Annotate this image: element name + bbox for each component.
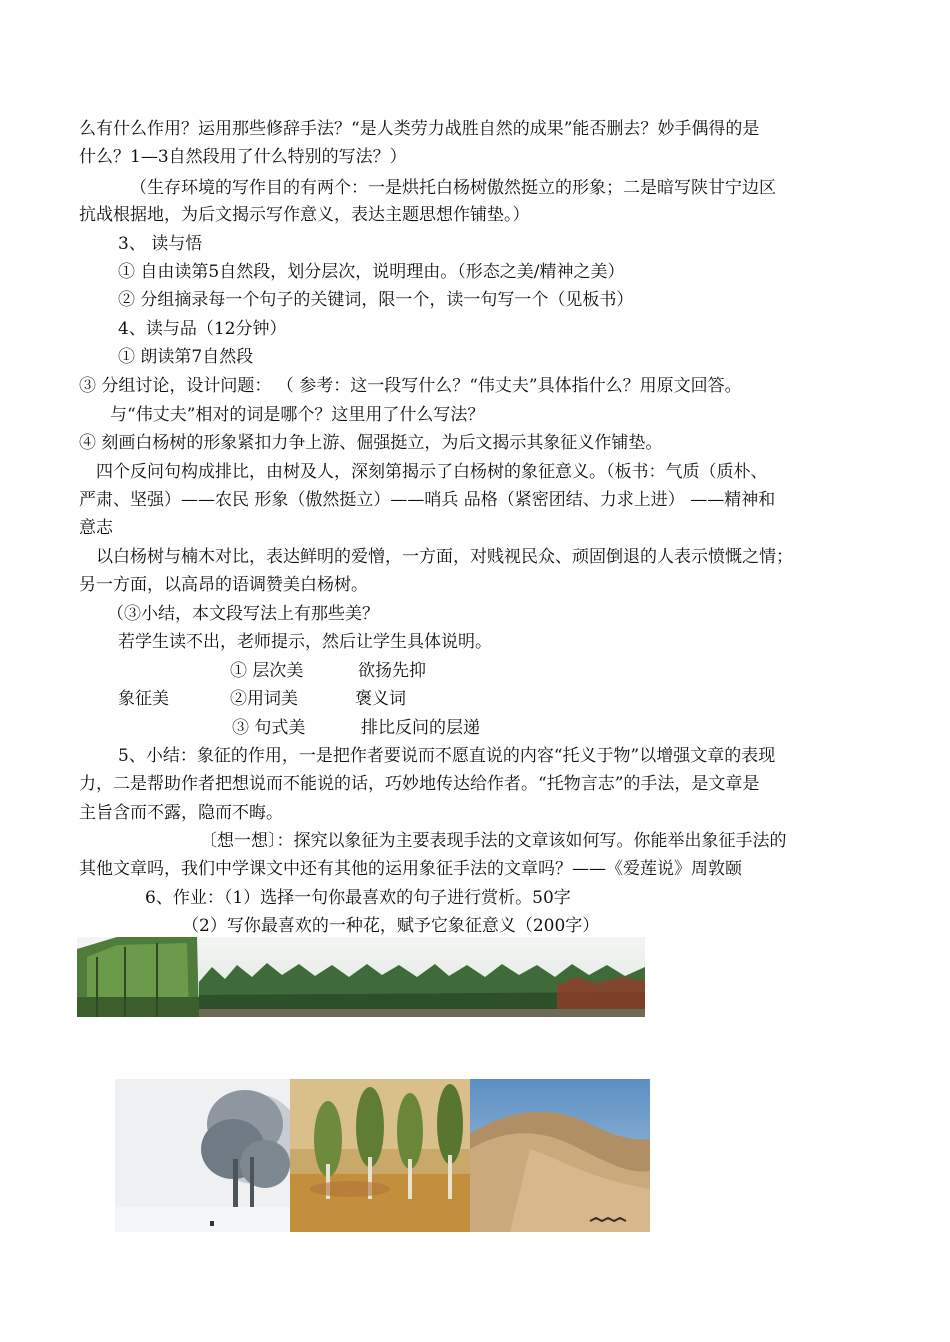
text-line: 5、小结：象征的作用，一是把作者要说而不愿直说的内容“托义于物”以增强文章的表现 [118,746,776,766]
text-line: 力，二是帮助作者把想说而不能说的话，巧妙地传达给作者。“托物言志”的手法，是文章是 [79,774,760,794]
text-line: 么有什么作用？运用那些修辞手法？“是人类劳力战胜自然的成果”能否删去？妙手偶得的是 [79,119,760,139]
text-line: 另一方面，以高昂的语调赞美白杨树。 [79,575,368,595]
board-item: ③ 句式美 [232,718,306,738]
board-item: 欲扬先抑 [358,661,426,681]
text-line: （2）写你最喜欢的一种花，赋予它象征意义（200字） [182,916,600,936]
board-item: 褒义词 [355,689,406,709]
text-line: ① 自由读第5自然段，划分层次，说明理由。（形态之美/精神之美） [118,262,625,282]
text-line: ④ 刻画白杨树的形象紧扣力争上游、倔强挺立，为后文揭示其象征义作铺垫。 [79,433,663,453]
board-item: ① 层次美 [230,661,304,681]
text-line: （生存环境的写作目的有两个：一是烘托白杨树傲然挺立的形象；二是暗写陕甘宁边区 [130,178,776,198]
text-line: 以白杨树与楠木对比，表达鲜明的爱憎，一方面，对贱视民众、顽固倒退的人表示愤慨之情； [96,547,793,567]
poplar-painting-image [290,1079,470,1232]
text-line: 主旨含而不露，隐而不晦。 [79,803,283,823]
board-item: ②用词美 [230,689,298,709]
board-heading: 象征美 [118,689,169,709]
text-line: 其他文章吗，我们中学课文中还有其他的运用象征手法的文章吗？——《爱莲说》周敦颐 [79,859,742,879]
text-line: （③小结，本文段写法上有那些美？ [107,604,379,624]
text-line: 什么？1—3自然段用了什么特别的写法？） [79,147,407,167]
text-line: 〔想一想〕：探究以象征为主要表现手法的文章该如何写。你能举出象征手法的 [200,831,787,851]
text-line: ② 分组摘录每一个句子的关键词，限一个，读一句写一个（见板书） [118,290,634,310]
text-line: 6、作业：（1）选择一句你最喜欢的句子进行赏析。50字 [145,888,571,908]
desert-dune-image [470,1079,650,1232]
tree-row-banner-image [77,937,645,1017]
text-line: 四个反问句构成排比，由树及人，深刻第揭示了白杨树的象征意义。（板书：气质（质朴、 [96,462,768,482]
text-line: 若学生读不出，老师提示，然后让学生具体说明。 [118,632,492,652]
section-heading: 4、读与品（12分钟） [118,319,287,339]
section-heading: 3、 读与悟 [118,234,203,254]
board-item: 排比反问的层递 [361,718,480,738]
text-line: 与“伟丈夫”相对的词是哪个？这里用了什么写法？ [110,405,485,425]
text-line: ③ 分组讨论，设计问题： （ 参考：这一段写什么？“伟丈夫”具体指什么？用原文回答。 [79,376,742,396]
text-line: 抗战根据地，为后文揭示写作意义，表达主题思想作铺垫。） [79,205,530,225]
text-line: 严肃、坚强）——农民 形象（傲然挺立）——哨兵 品格（紧密团结、力求上进） ——精神和 [79,490,776,510]
text-line: ① 朗读第7自然段 [118,347,254,367]
snowy-pine-image [115,1079,290,1232]
text-line: 意志 [79,518,113,538]
